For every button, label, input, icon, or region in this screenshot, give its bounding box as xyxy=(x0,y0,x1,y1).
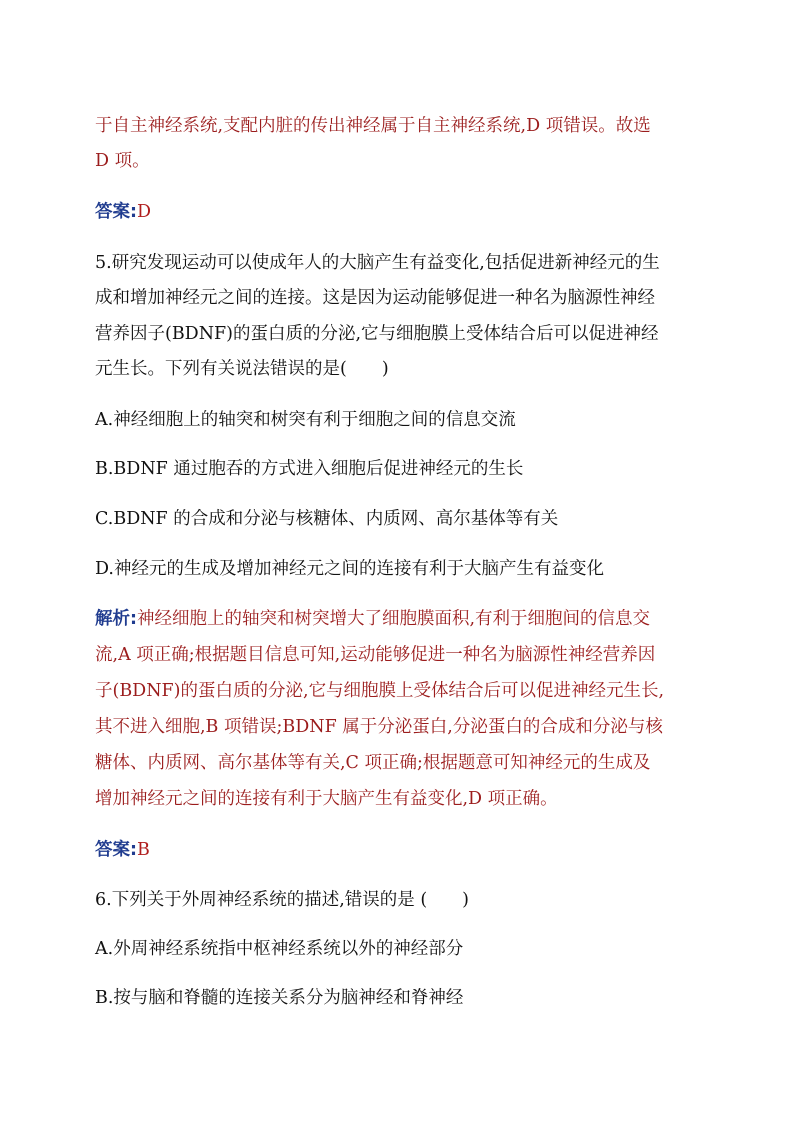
question-5-explanation-line-6: 增加神经元之间的连接有利于大脑产生有益变化,D 项正确。 xyxy=(95,789,558,809)
answer-4-value: D xyxy=(137,202,152,222)
question-5-stem-line-3: 营养因子(BDNF)的蛋白质的分泌,它与细胞膜上受体结合后可以促进神经 xyxy=(95,324,659,344)
question-5-stem-line-4: 元生长。下列有关说法错误的是( ) xyxy=(95,359,389,379)
question-5-option-b: B.BDNF 通过胞吞的方式进入细胞后促进神经元的生长 xyxy=(95,459,524,479)
question-5-explanation-line-5: 糖体、内质网、高尔基体等有关,C 项正确;根据题意可知神经元的生成及 xyxy=(95,753,651,773)
question-6-stem: 6.下列关于外周神经系统的描述,错误的是 ( ) xyxy=(95,890,469,910)
question-5-explanation-line-2: 流,A 项正确;根据题目信息可知,运动能够促进一种名为脑源性神经营养因 xyxy=(95,645,656,665)
answer-5-label: 答案: xyxy=(95,840,137,860)
prev-explanation-line-2: D 项。 xyxy=(95,151,150,171)
prev-explanation-line-1: 于自主神经系统,支配内脏的传出神经属于自主神经系统,D 项错误。故选 xyxy=(95,116,651,136)
question-5-stem-line-2: 成和增加神经元之间的连接。这是因为运动能够促进一种名为脑源性神经 xyxy=(95,288,655,308)
question-5-option-d: D.神经元的生成及增加神经元之间的连接有利于大脑产生有益变化 xyxy=(95,559,604,579)
question-5-option-a: A.神经细胞上的轴突和树突有利于细胞之间的信息交流 xyxy=(95,410,516,430)
question-6-option-a: A.外周神经系统指中枢神经系统以外的神经部分 xyxy=(95,939,464,959)
explanation-label: 解析: xyxy=(95,609,137,629)
question-6-option-b: B.按与脑和脊髓的连接关系分为脑神经和脊神经 xyxy=(95,988,464,1008)
answer-4 xyxy=(95,200,151,224)
question-5-explanation-line-3: 子(BDNF)的蛋白质的分泌,它与细胞膜上受体结合后可以促进神经元生长, xyxy=(95,681,665,701)
answer-5-value: B xyxy=(137,840,150,860)
question-5-option-c: C.BDNF 的合成和分泌与核糖体、内质网、高尔基体等有关 xyxy=(95,509,559,529)
question-5-explanation-line-1 xyxy=(95,607,650,631)
answer-4-label: 答案: xyxy=(95,202,137,222)
explanation-text: 神经细胞上的轴突和树突增大了细胞膜面积,有利于细胞间的信息交 xyxy=(137,609,651,629)
answer-5 xyxy=(95,838,150,862)
question-5-stem-line-1: 5.研究发现运动可以使成年人的大脑产生有益变化,包括促进新神经元的生 xyxy=(95,253,660,273)
question-5-explanation-line-4: 其不进入细胞,B 项错误;BDNF 属于分泌蛋白,分泌蛋白的合成和分泌与核 xyxy=(95,717,663,737)
